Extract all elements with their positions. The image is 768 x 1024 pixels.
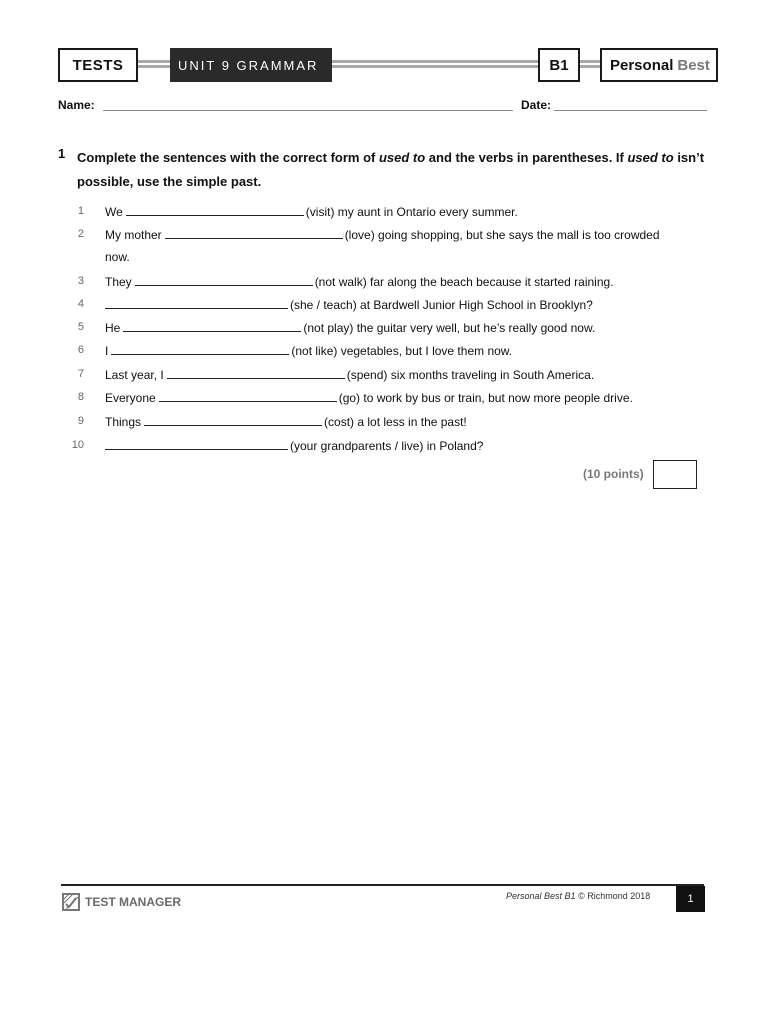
item-suffix: (spend) six months traveling in South America. <box>346 368 595 382</box>
answer-blank[interactable] <box>167 367 345 379</box>
item-number: 10 <box>71 439 84 451</box>
test-manager-icon <box>62 893 80 911</box>
copyright-text: © Richmond 2018 <box>578 891 651 901</box>
copyright-title: Personal Best B1 <box>506 891 576 901</box>
item-number: 1 <box>77 205 84 217</box>
item-suffix: (not like) vegetables, but I love them now. <box>291 344 513 358</box>
item-number: 7 <box>77 368 84 380</box>
item-number: 3 <box>77 275 84 287</box>
instruction-emphasis: used to <box>378 150 426 165</box>
item-number: 4 <box>77 298 84 310</box>
tests-label: TESTS <box>58 48 138 82</box>
name-label: Name: <box>58 98 95 112</box>
item-prefix: He <box>105 321 121 335</box>
item-suffix: (love) going shopping, but she says the mall is too crowded <box>344 228 660 242</box>
answer-blank[interactable] <box>165 227 343 239</box>
item-prefix: My mother <box>105 228 162 242</box>
brand-primary: Personal <box>610 56 674 74</box>
item-prefix: They <box>105 275 132 289</box>
unit-title: UNIT 9 GRAMMAR <box>170 48 332 82</box>
item-suffix: (cost) a lot less in the past! <box>324 415 467 429</box>
exercise-number: 1 <box>58 146 66 161</box>
item-continuation: now. <box>105 250 130 264</box>
answer-blank[interactable] <box>123 320 301 332</box>
item-prefix: Everyone <box>105 391 156 405</box>
test-manager-logo <box>62 893 181 911</box>
item-suffix: (she / teach) at Bardwell Junior High School in Brooklyn? <box>290 298 593 312</box>
page-number: 1 <box>676 886 705 912</box>
item-prefix: I <box>105 344 109 358</box>
points-label: (10 points) <box>583 467 644 481</box>
test-manager-label: TEST MANAGER <box>85 895 181 909</box>
brand-secondary: Best <box>677 56 710 74</box>
answer-blank[interactable] <box>126 204 304 216</box>
answer-blank[interactable] <box>159 390 337 402</box>
item-prefix: We <box>105 205 123 219</box>
name-field[interactable] <box>103 110 513 111</box>
item-number: 6 <box>77 344 84 356</box>
exercise-instruction <box>77 146 717 194</box>
item-suffix: (go) to work by bus or train, but now more people drive. <box>338 391 633 405</box>
instruction-emphasis: used to <box>627 150 674 165</box>
item-suffix: (not walk) far along the beach because it started raining. <box>314 275 614 289</box>
brand-logo <box>600 48 718 82</box>
item-number: 9 <box>77 415 84 427</box>
item-prefix: Things <box>105 415 142 429</box>
date-label: Date: <box>521 98 552 112</box>
instruction-text: and the verbs in parentheses. If <box>425 150 628 165</box>
level-badge: B1 <box>538 48 580 82</box>
item-number: 2 <box>77 228 84 240</box>
footer-rule <box>61 884 704 886</box>
item-suffix: (visit) my aunt in Ontario every summer. <box>305 205 518 219</box>
answer-blank[interactable] <box>144 414 322 426</box>
item-number: 5 <box>77 321 84 333</box>
answer-blank[interactable] <box>135 274 313 286</box>
worksheet-header <box>58 48 710 82</box>
instruction-text: Complete the sentences with the correct form of <box>77 150 379 165</box>
item-suffix: (your grandparents / live) in Poland? <box>290 439 484 453</box>
item-number: 8 <box>77 391 84 403</box>
score-box[interactable] <box>653 460 697 489</box>
answer-blank[interactable] <box>105 438 288 450</box>
date-field[interactable] <box>554 110 707 111</box>
answer-blank[interactable] <box>111 343 289 355</box>
instruction-text: isn’t possible, use the simple past. <box>77 150 705 189</box>
copyright-notice <box>506 891 650 901</box>
answer-blank[interactable] <box>105 297 288 309</box>
item-prefix: Last year, I <box>105 368 164 382</box>
item-suffix: (not play) the guitar very well, but he’s really good now. <box>303 321 596 335</box>
